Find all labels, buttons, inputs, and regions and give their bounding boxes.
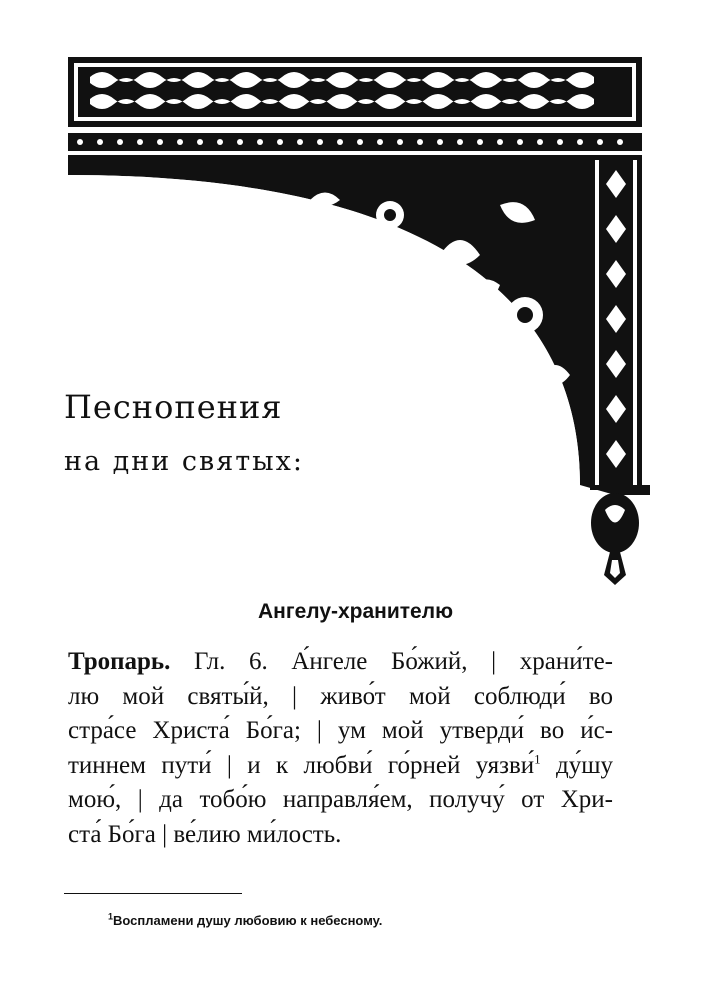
text-line-4: тиннем пути́ | и к любви́ го́рней уязви́	[68, 751, 535, 779]
footnote	[108, 913, 382, 928]
footnote-text: Воспламени душу любовию к небесному.	[113, 913, 383, 928]
text-line-3: стра́се Христа́ Бо́га; | ум мой утверди́ во и́с-	[68, 717, 613, 744]
footnote-marker: 1	[534, 751, 541, 767]
footnote-divider	[64, 893, 242, 894]
text-line-1: Гл. 6. А́нгеле Бо́жий, | храни́те-	[170, 648, 613, 675]
footnote-number: 1	[108, 911, 114, 922]
troparion-text	[68, 645, 613, 852]
text-line-2: лю мой святы́й, | живо́т мой соблюди́ во	[68, 682, 613, 710]
text-line	[68, 749, 613, 784]
troparion-label: Тропарь.	[68, 648, 171, 675]
text-line-5: мою́, | да тобо́ю направля́ем, получу́ от Хри-	[68, 786, 613, 813]
section-heading: Ангелу-хранителю	[257, 600, 454, 623]
page-title-line1: Песнопения	[64, 388, 283, 426]
ornamental-headpiece-icon	[60, 55, 650, 595]
text-line-6: ста́ Бо́га | ве́лию ми́лость.	[68, 820, 342, 848]
page-title-line2: на дни святых:	[64, 446, 304, 477]
text-line-4-end: ду́шу	[540, 751, 613, 779]
text-line	[68, 645, 613, 680]
